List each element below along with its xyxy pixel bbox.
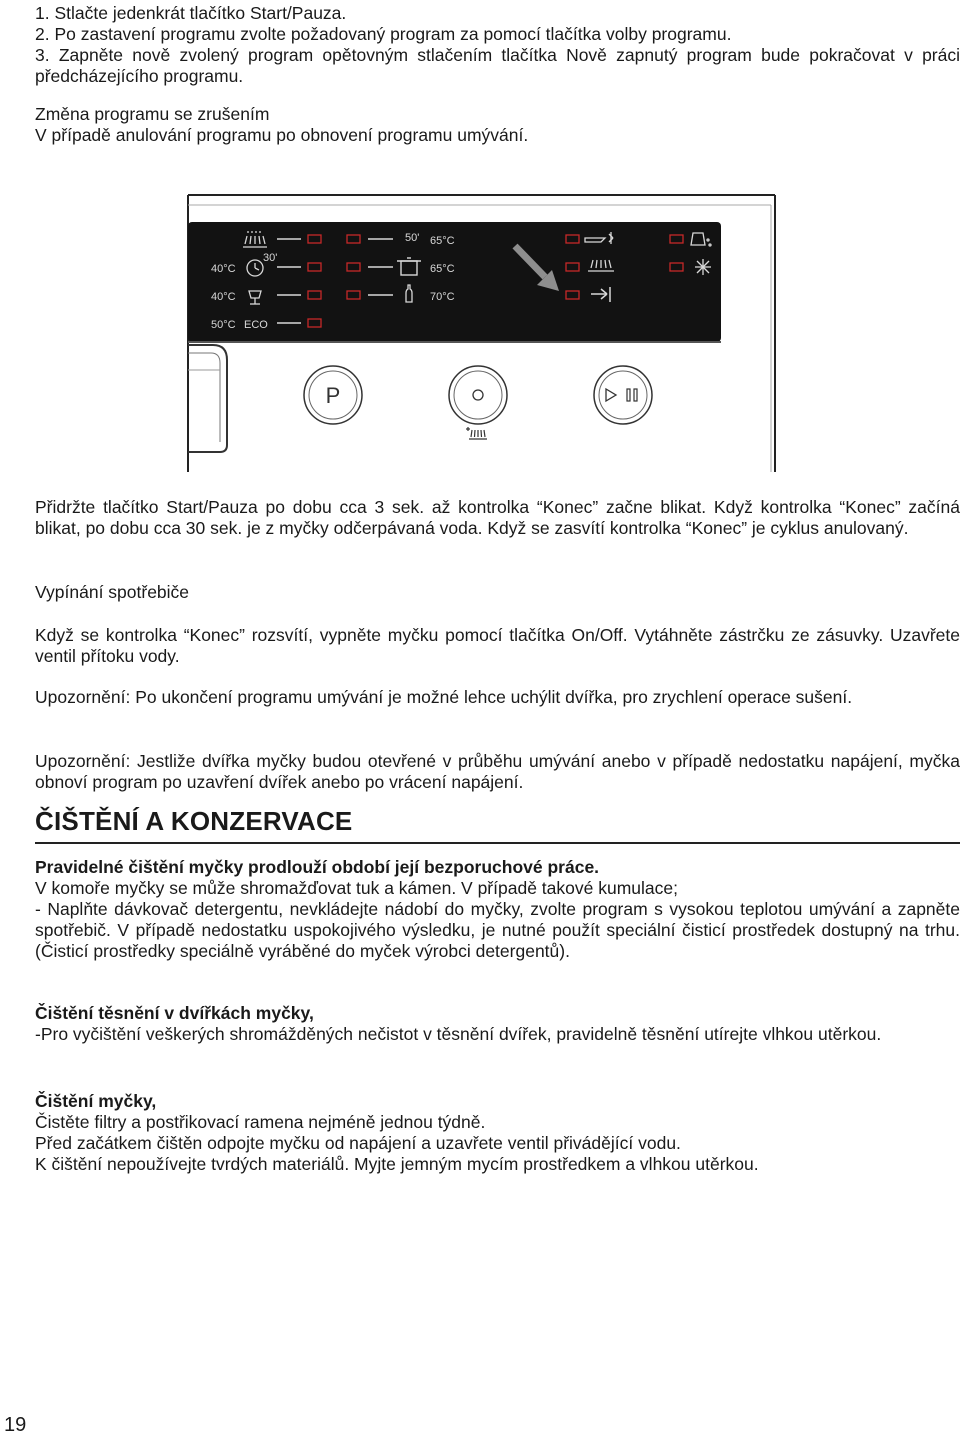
temp-label: 40°C (211, 263, 236, 275)
switch-off-title: Vypínání spotřebiče (35, 582, 190, 602)
cancel-section (35, 104, 960, 146)
door-handle (188, 345, 227, 452)
section-title: Změna programu se zrušením (35, 104, 270, 124)
note-drying: Upozornění: Po ukončení programu umývání je možné lehce uchýlit dvířka, pro zrychlení operace sušení. (35, 687, 853, 707)
list-item: 2. Po zastavení programu zvolte požadovaný program za pomocí tlačítka volby programu. (35, 24, 732, 44)
hold-paragraph: Přidržte tlačítko Start/Pauza po dobu cca 3 sek. až kontrolka “Konec” začne blikat. Když kontrolka “Konec” začíná blikat, po dobu cca 30 sek. je z myčky odčerpávaná voda. Když se zasvítí kontrolka “Konec” je cyklus anulovaný. (35, 497, 960, 538)
program-button-label: P (325, 383, 341, 408)
eco-label: ECO (244, 319, 268, 331)
intro-list (35, 3, 960, 87)
section-text: V případě anulování programu po obnovení programu umývání. (35, 125, 529, 145)
machine-title: Čištění myčky, (35, 1091, 157, 1111)
time-label: 50' (405, 232, 420, 244)
temp-label: 65°C (430, 235, 455, 247)
switch-off-text: Když se kontrolka “Konec” rozsvítí, vypněte myčku pomocí tlačítka On/Off. Vytáhněte zástrčku ze zásuvky. Uzavřete ventil přítoku vody. (35, 625, 960, 666)
list-item: 3. Zapněte nově zvolený program opětovným stlačením tlačítka Nově zapnutý program bude pokračovat v práci předcházejícího programu. (35, 45, 960, 86)
seal-title: Čištění těsnění v dvířkách myčky, (35, 1003, 314, 1023)
section-heading: ČIŠTĚNÍ A KONZERVACE (35, 806, 353, 836)
machine-cleaning (35, 1091, 960, 1175)
temp-label: 70°C (430, 291, 455, 303)
rinse-aid-icon (695, 259, 711, 275)
machine-line: Čistěte filtry a postřikovací ramena nejméně jednou týdně. (35, 1112, 486, 1132)
cleaning-intro (35, 857, 960, 962)
temp-label: 50°C (211, 319, 236, 331)
control-panel-illustration (183, 190, 783, 475)
machine-line: Před začátkem čištěn odpojte myčku od napájení a uzavřete ventil přivádějící vodu. (35, 1133, 681, 1153)
heading-rule (35, 842, 960, 844)
seal-cleaning (35, 1003, 960, 1045)
list-item: 1. Stlačte jedenkrát tlačítko Start/Pauza. (35, 3, 347, 23)
power-button[interactable] (449, 366, 507, 424)
start-pause-button[interactable] (594, 366, 652, 424)
cleaning-intro-line: V komoře myčky se může shromažďovat tuk a kámen. V případě takové kumulace; (35, 878, 678, 898)
temp-label: 65°C (430, 263, 455, 275)
program-button[interactable] (304, 366, 362, 424)
cleaning-intro-line: - Naplňte dávkovač detergentu, nevkládejte nádobí do myčky, zvolte program s vysokou teplotou umývání a zapněte spotřebič. V případě nedostatku uspokojivého výsledku, je nutné použít speciální čisticí prostředek dostupný na trhu. (Čisticí prostředky speciálně vyráběné do myček výrobci detergentů). (35, 899, 960, 961)
temp-label: 40°C (211, 291, 236, 303)
machine-line: K čištění nepoužívejte tvrdých materiálů. Myjte jemným mycím prostředkem a vlhkou utěrkou. (35, 1154, 759, 1174)
cleaning-intro-bold: Pravidelné čištění myčky prodlouží období její bezporuchové práce. (35, 857, 600, 877)
seal-text: -Pro vyčištění veškerých shromážděných nečistot v těsnění dvířek, pravidelně těsnění utírejte vlhkou utěrkou. (35, 1024, 882, 1044)
time-label: 30' (263, 252, 278, 264)
page-number: 19 (4, 1414, 27, 1436)
note-door-open: Upozornění: Jestliže dvířka myčky budou otevřené v průběhu umývání anebo v případě nedostatku napájení, myčka obnoví program po uzavření dvířek anebo po vrácení napájení. (35, 751, 960, 792)
half-load-icon (466, 427, 487, 439)
